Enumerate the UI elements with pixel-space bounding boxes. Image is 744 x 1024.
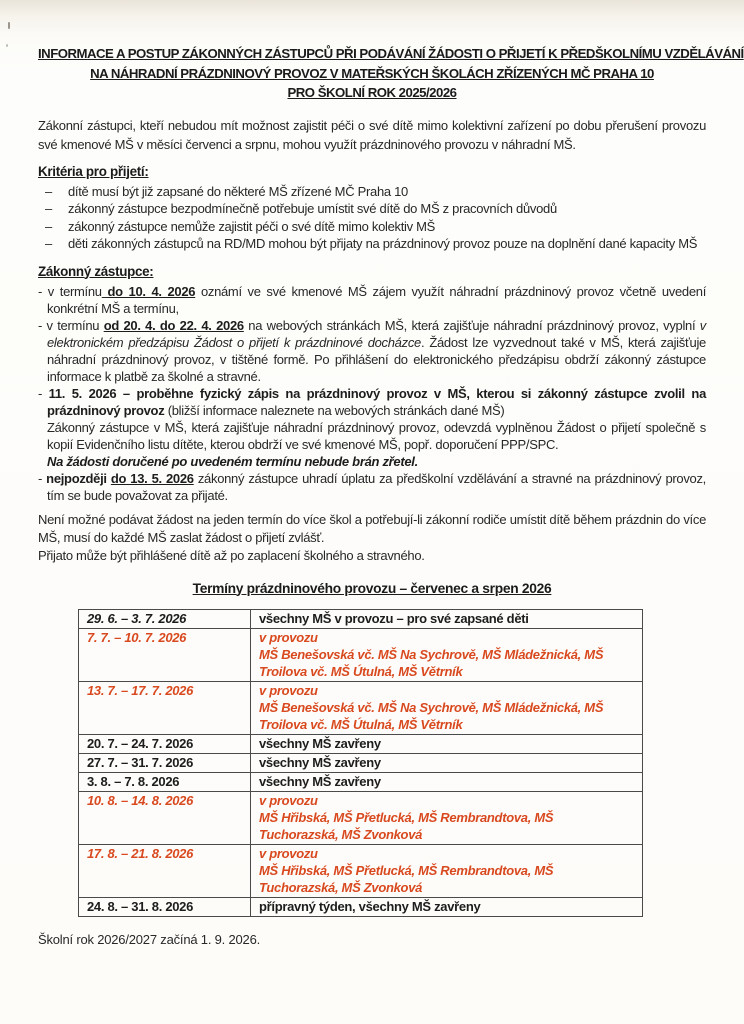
date-cell: 3. 8. – 7. 8. 2026 [79,772,251,791]
criteria-item [38,235,706,253]
footer-note: Školní rok 2026/2027 začíná 1. 9. 2026. [38,931,261,947]
title-line-2: NA NÁHRADNÍ PRÁZDNINOVÝ PROVOZ V MATEŘSKÝCH ŠKOLÁCH ZŘÍZENÝCH MČ PRAHA 10 [90,65,654,81]
text-segment: Zákonný zástupce v MŠ, která zajišťuje náhradní prázdninový provoz, odevzdá vyplněnou Žádost o přijetí společně s kopií Evidenčního listu dítěte, kterou obdrží ve své kmenové MŠ, popř. doporučení PPP/SPC. [47,419,706,452]
date-cell: 7. 7. – 10. 7. 2026 [79,628,251,681]
date-cell: 10. 8. – 14. 8. 2026 [79,791,251,844]
dash-bullet: - [38,385,49,401]
table-row [79,844,643,897]
table-row [79,753,643,772]
text-segment: 11. 5. 2026 – proběhne fyzický zápis na prázdninový provoz v MŠ, kterou si zákonný zástupce zvolil na prázdninový provoz [47,385,706,418]
dash-bullet: - [38,470,47,486]
date-cell: 24. 8. – 31. 8. 2026 [79,897,251,916]
text-segment: od 20. 4. do 22. 4. 2026 [103,317,244,333]
intro-paragraph: Zákonní zástupci, kteří nebudou mít možnost zajistit péči o své dítě mimo kolektivní zařízení po dobu přerušení provozu své kmenové MŠ v měsíci červenci a srpnu, mohou využít prázdninového provozu v náhradní MŠ. [38,117,706,152]
text-segment: (bližší informace naleznete na webových stránkách dané MŠ) [164,402,505,418]
criteria-item-text: dítě musí být již zapsané do některé MŠ zřízené MČ Praha 10 [68,183,408,199]
document-title [38,44,744,103]
guardian-item [38,317,706,385]
description-cell: v provozu MŠ Benešovská vč. MŠ Na Sychrově, MŠ Mládežnická, MŠ Troilova vč. MŠ Útulná, MŠ Větrník [251,681,643,734]
guardian-list [38,283,706,504]
criteria-item [38,183,706,201]
description-cell: všechny MŠ zavřeny [251,734,643,753]
scan-artifact [8,22,10,29]
text-segment: Na žádosti doručené po uvedeném termínu nebude brán zřetel. [47,453,418,469]
dash-bullet: – [45,236,52,251]
dash-bullet: – [45,201,52,216]
table-row [79,609,643,628]
criteria-item-text: děti zákonných zástupců na RD/MD mohou být přijaty na prázdninový provoz pouze na doplnění dané kapacity MŠ [68,236,698,251]
dash-bullet: – [45,183,52,199]
text-segment: nejpozději [46,470,111,486]
dash-bullet: - [38,283,48,299]
table-row [79,791,643,844]
table-row [79,734,643,753]
date-cell: 20. 7. – 24. 7. 2026 [79,734,251,753]
date-cell: 27. 7. – 31. 7. 2026 [79,753,251,772]
guardian-heading: Zákonný zástupce: [38,263,154,279]
text-segment: v termínu [46,317,104,333]
criteria-item-text: zákonný zástupce nemůže zajistit péči o své dítě mimo kolektiv MŠ [68,218,436,234]
date-cell: 13. 7. – 17. 7. 2026 [79,681,251,734]
table-row [79,897,643,916]
note-paragraph-1: Není možné podávat žádost na jeden termín do více škol a potřebují-li zákonní rodiče umístit dítě během prázdnin do více MŠ, musí do každé MŠ zaslat žádost o přijetí zvlášť. [38,511,706,545]
text-segment: zákonný zástupce uhradí úplatu za předškolní vzdělávání a stravné na prázdninový provoz, tím se bude považovat za přijaté. [47,470,706,503]
criteria-item [38,218,706,236]
table-row [79,772,643,791]
criteria-item-text: zákonný zástupce bezpodmínečně potřebuje umístit své dítě do MŠ z pracovních důvodů [68,201,557,216]
description-cell: všechny MŠ zavřeny [251,753,643,772]
description-cell: v provozu MŠ Hřibská, MŠ Přetlucká, MŠ Rembrandtova, MŠ Tuchorazská, MŠ Zvonková [251,791,643,844]
text-segment: oznámí ve své kmenové MŠ zájem využít náhradní prázdninový provoz včetně uvedení konkrétní MŠ a termínu, [47,283,707,316]
text-segment: do 10. 4. 2026 [107,283,196,299]
schedule-heading: Termíny prázdninového provozu – červenec a srpen 2026 [192,580,552,596]
description-cell: přípravný týden, všechny MŠ zavřeny [251,897,643,916]
date-cell: 17. 8. – 21. 8. 2026 [79,844,251,897]
note-paragraph-2: Přijato může být přihlášené dítě až po zaplacení školného a stravného. [38,547,425,563]
criteria-item [38,200,706,218]
description-cell: v provozu MŠ Benešovská vč. MŠ Na Sychrově, MŠ Mládežnická, MŠ Troilova vč. MŠ Útulná, MŠ Větrník [251,628,643,681]
criteria-heading: Kritéria pro přijetí: [38,163,149,179]
text-segment: na webových stránkách MŠ, která zajišťuje náhradní prázdninový provoz, vyplní [243,317,700,333]
scan-artifact [6,44,8,47]
criteria-list [38,183,706,253]
description-cell: všechny MŠ zavřeny [251,772,643,791]
schedule-table [78,609,643,917]
guardian-item [38,470,706,504]
dash-bullet: - [38,317,47,333]
guardian-item [38,283,706,317]
title-line-1: INFORMACE A POSTUP ZÁKONNÝCH ZÁSTUPCŮ PŘI PODÁVÁNÍ ŽÁDOSTI O PŘIJETÍ K PŘEDŠKOLNÍMU VZDĚLÁVÁNÍ [38,46,744,61]
text-segment: . Žádost lze vyzvednout také v MŠ, která zajišťuje náhradní prázdninový provoz, v tištěné formě. Po přihlášení do elektronického předzápisu obdrží zákonný zástupce informace k platbě za školné a stravné. [47,334,706,384]
table-row [79,681,643,734]
guardian-item [38,385,706,470]
text-segment: v elektronickém předzápisu Žádost o přijetí k prázdninové docházce [47,317,706,350]
text-segment: do 13. 5. 2026 [110,470,194,486]
table-row [79,628,643,681]
dash-bullet: – [45,218,52,234]
date-cell: 29. 6. – 3. 7. 2026 [79,609,251,628]
description-cell: všechny MŠ v provozu – pro své zapsané děti [251,609,643,628]
title-line-3: PRO ŠKOLNÍ ROK 2025/2026 [287,85,457,100]
text-segment: v termínu [47,283,102,299]
description-cell: v provozu MŠ Hřibská, MŠ Přetlucká, MŠ Rembrandtova, MŠ Tuchorazská, MŠ Zvonková [251,844,643,897]
